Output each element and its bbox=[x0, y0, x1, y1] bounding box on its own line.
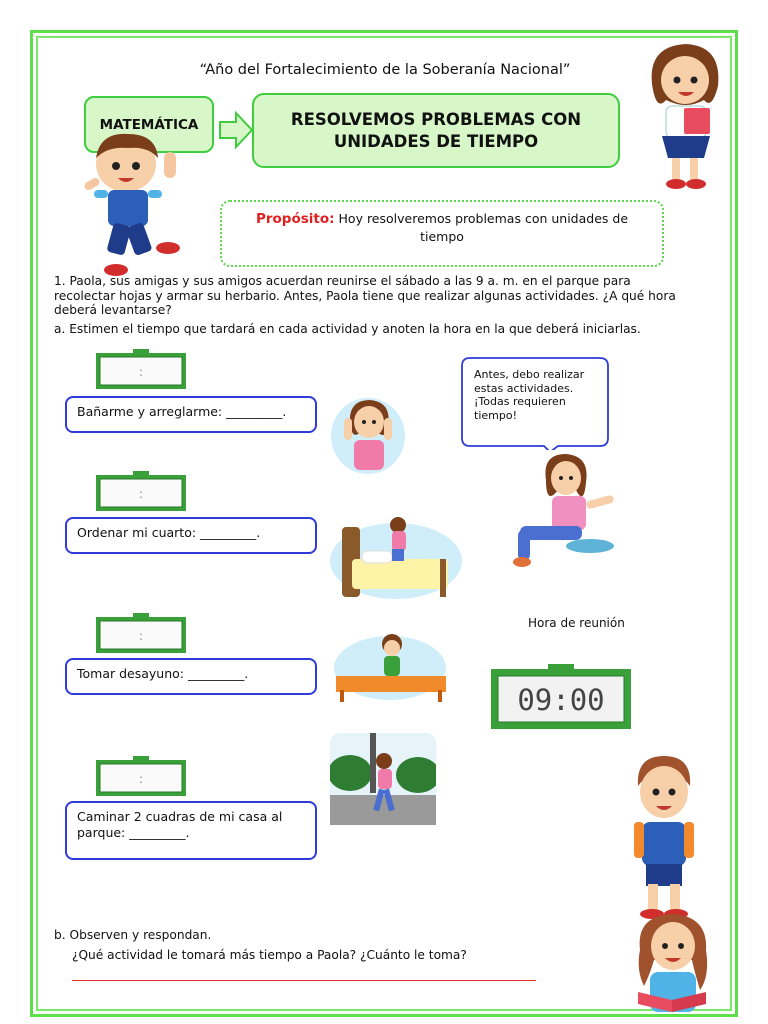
boy-with-backpack-illustration bbox=[630, 752, 698, 920]
clock-colon: : bbox=[138, 487, 144, 501]
subject-label: MATEMÁTICA bbox=[99, 116, 199, 133]
meeting-clock bbox=[490, 664, 632, 730]
clock-blank-2 bbox=[95, 471, 187, 511]
purpose-box bbox=[220, 200, 664, 267]
arrow-right-icon bbox=[218, 110, 254, 150]
girl-walking-to-park-illustration bbox=[330, 733, 436, 825]
question-1: 1. Paola, sus amigas y sus amigos acuerdan reunirse el sábado a las 9 a. m. en el parque para recolectar hojas y armar su herbario. Antes, Paola tiene que realizar algunas actividades. ¿A qué hora deberá levantarse? bbox=[54, 274, 676, 317]
speech-bubble-text: Antes, debo realizar estas actividades. ¡Todas requieren tiempo! bbox=[474, 368, 585, 422]
activity-1-box[interactable] bbox=[65, 396, 317, 433]
activity-3-text: Tomar desayuno: _________. bbox=[77, 666, 249, 681]
clock-colon: : bbox=[138, 772, 144, 786]
boy-illustration bbox=[78, 128, 186, 280]
clock-blank-3 bbox=[95, 613, 187, 653]
girl-thinking-illustration bbox=[500, 450, 624, 574]
answer-line[interactable] bbox=[72, 980, 536, 981]
topic-text: RESOLVEMOS PROBLEMAS CON UNIDADES DE TIEMPO bbox=[290, 109, 582, 151]
girl-reading-illustration bbox=[634, 910, 714, 1020]
question-1a: a. Estimen el tiempo que tardará en cada actividad y anoten la hora en la que deberá iniciarlas. bbox=[54, 322, 641, 336]
clock-blank-1 bbox=[95, 349, 187, 389]
girl-making-bed-illustration bbox=[330, 515, 462, 601]
activity-2-text: Ordenar mi cuarto: _________. bbox=[77, 525, 261, 540]
meeting-time: 09:00 bbox=[517, 683, 605, 717]
clock-colon: : bbox=[138, 365, 144, 379]
activity-4-text: Caminar 2 cuadras de mi casa al parque: _________. bbox=[77, 809, 283, 840]
purpose-label: Propósito: bbox=[255, 211, 335, 227]
clock-colon: : bbox=[138, 629, 144, 643]
question-1b-instruction: b. Observen y respondan. bbox=[54, 928, 212, 942]
meeting-time-label: Hora de reunión bbox=[528, 616, 625, 630]
girl-grooming-illustration bbox=[330, 394, 406, 476]
activity-4-box[interactable] bbox=[65, 801, 317, 860]
year-title: “Año del Fortalecimiento de la Soberanía Nacional” bbox=[199, 62, 571, 78]
boy-eating-breakfast-illustration bbox=[330, 632, 448, 706]
clock-blank-4 bbox=[95, 756, 187, 796]
girl-with-book-illustration bbox=[642, 40, 728, 190]
purpose-text: Hoy resolveremos problemas con unidades de tiempo bbox=[334, 211, 629, 244]
activity-2-box[interactable] bbox=[65, 517, 317, 554]
topic-title bbox=[252, 93, 620, 168]
activity-3-box[interactable] bbox=[65, 658, 317, 695]
question-1b: ¿Qué actividad le tomará más tiempo a Paola? ¿Cuánto le toma? bbox=[72, 948, 467, 962]
activity-1-text: Bañarme y arreglarme: _________. bbox=[77, 404, 287, 419]
